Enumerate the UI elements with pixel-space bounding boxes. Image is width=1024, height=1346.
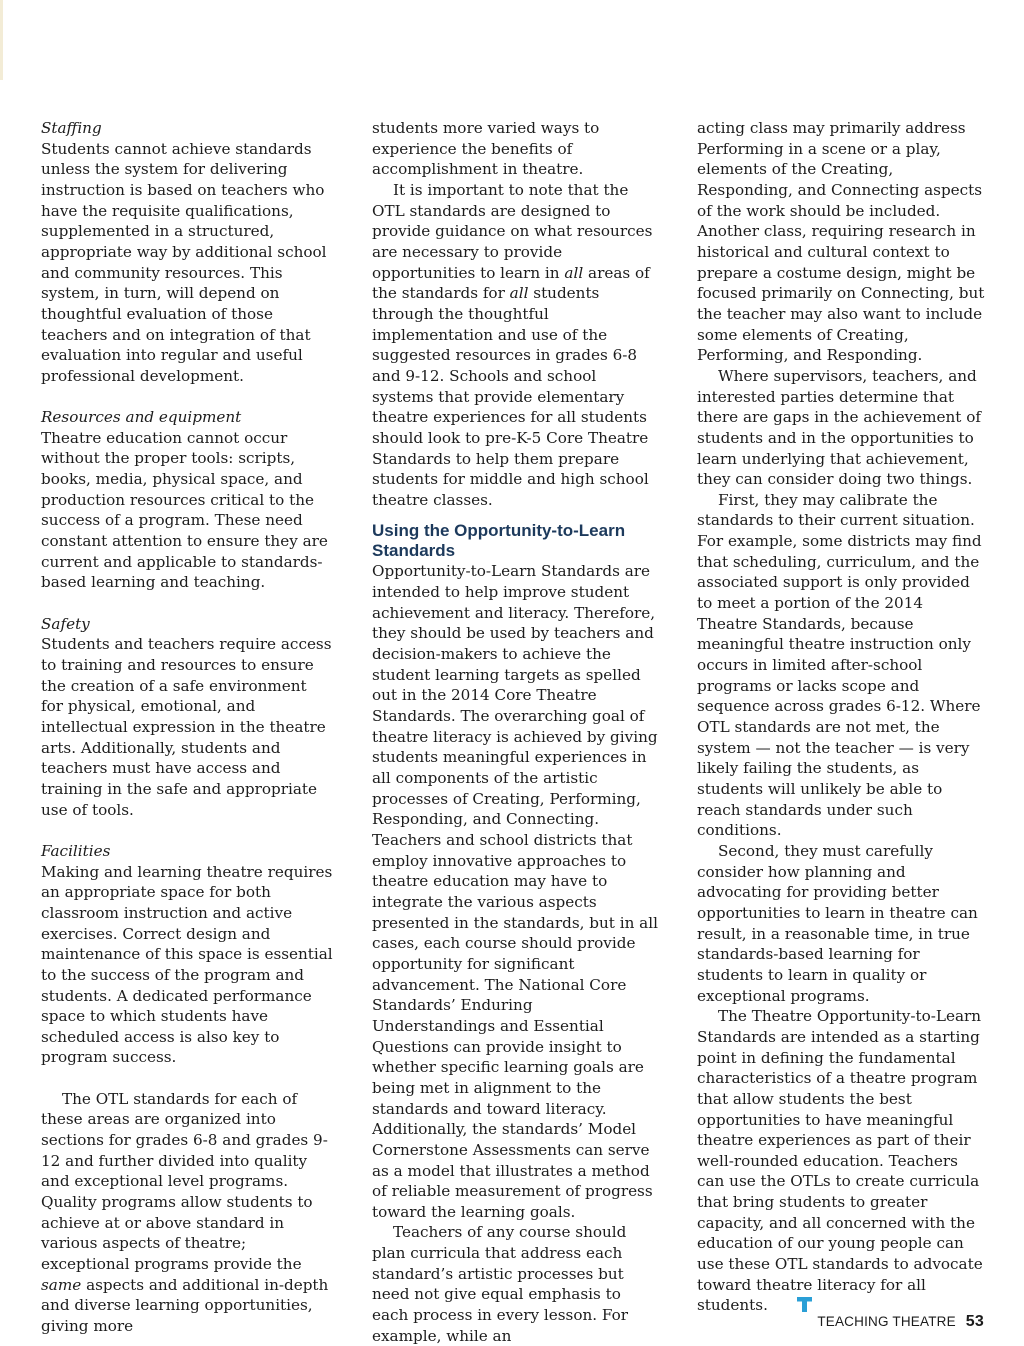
staffing-text: Students cannot achieve standards unless the system for delivering instruction is based on teachers who have the requisite qualifications, supplemented in a structured, appropriate way by additional school and community resources. This system, in turn, will depend on thoughtful evaluation of those teachers and on integration of that evaluation into regular and useful professional development.	[41, 139, 327, 385]
publication-name: TEACHING THEATRE	[817, 1314, 956, 1329]
otl-structure-paragraph: The OTL standards for each of these areas are organized into sections for grades 6-8 and grades 9-12 and further divided into quality and exceptional level programs. Quality programs allow students to achieve at or above standard in various aspects of theatre; exceptional programs provide the same aspects and additional in-depth and diverse learning opportunities, giving more	[41, 1089, 329, 1335]
teachers-paragraph: Teachers of any course should plan curricula that address each standard’s artistic processes but need not give equal emphasis to each process in every lesson. For example, while an	[372, 1223, 629, 1345]
column-left	[41, 118, 333, 1337]
column-middle	[372, 118, 659, 1346]
column-right	[697, 118, 987, 1316]
continued-paragraph: students more varied ways to experience the benefits of accomplishment in theatre.	[372, 119, 600, 179]
continued-paragraph-right: acting class may primarily address Performing in a scene or a play, elements of the Creating, Responding, and Connecting aspects of the work should be included. Another class, requiring research in historical and cultural context to prepare a costume design, might be focused primarily on Connecting, but the teacher may also want to include some elements of Creating, Performing, and Responding.	[697, 119, 985, 365]
final-paragraph: The Theatre Opportunity-to-Learn Standards are intended as a starting point in defining the fundamental characteristics of a theatre program that allow students the best opportunities to have meaningful theatre experiences as part of their well-rounded education. Teachers can use the OTLs to create curricula that bring students to greater capacity, and all concerned with the education of our young people can use these OTL standards to advocate toward theatre literacy for all students.	[697, 1007, 983, 1315]
facilities-text: Making and learning theatre requires an appropriate space for both classroom instruction and active exercises. Correct design and maintenance of this space is essential to the success of the program and students. A dedicated performance space to which students have scheduled access is also key to program success.	[41, 862, 333, 1067]
page-edge-tint	[0, 0, 3, 80]
resources-heading: Resources and equipment	[41, 408, 242, 427]
important-paragraph: It is important to note that the OTL standards are designed to provide guidance on what resources are necessary to provide opportunities to learn in all areas of the standards for all students through the thoughtful implementation and use of the suggested resources in grades 6-8 and 9-12. Schools and school systems that provide elementary theatre experiences for all students should look to pre-K-5 Core Theatre Standards to help them prepare students for middle and high school theatre classes.	[372, 180, 653, 509]
page-footer	[817, 1313, 984, 1331]
first-paragraph: First, they may calibrate the standards to their current situation. For example, some districts may find that scheduling, curriculum, and the associated support is only provided to meet a portion of the 2014 Theatre Standards, because meaningful theatre instruction only occurs in limited after-school programs or lacks scope and sequence across grades 6-12. Where OTL standards are not met, the system — not the teacher — is very likely failing the students, as students will unlikely be able to reach standards under such conditions.	[697, 490, 982, 840]
resources-text: Theatre education cannot occur without the proper tools: scripts, books, media, physical space, and production resources critical to the success of a program. These need constant attention to ensure they are current and applicable to standards-based learning and teaching.	[41, 428, 328, 592]
page-number: 53	[965, 1313, 984, 1330]
otl-intro-paragraph: Opportunity-to-Learn Standards are intended to help improve student achievement and literacy. Therefore, they should be used by teachers and decision-makers to achieve the student learning targets as spelled out in the 2014 Core Theatre Standards. The overarching goal of theatre literacy is achieved by giving students meaningful experiences in all components of the artistic processes of Creating, Performing, Responding, and Connecting. Teachers and school districts that employ innovative approaches to theatre education may have to integrate the various aspects presented in the standards, but in all cases, each course should provide opportunity for significant advancement. The National Core Standards’ Enduring Understandings and Essential Questions can provide insight to whether specific learning goals are being met in alignment to the standards and toward literacy. Additionally, the standards’ Model Cornerstone Assessments can serve as a model that illustrates a method of reliable measurement of progress toward the learning goals.	[372, 562, 658, 1221]
end-of-article-icon	[776, 1297, 791, 1312]
safety-heading: Safety	[41, 614, 90, 633]
staffing-heading: Staffing	[41, 119, 102, 137]
where-paragraph: Where supervisors, teachers, and interested parties determine that there are gaps in the achievement of students and in the opportunities to learn underlying that achievement, they can consider doing two things.	[697, 366, 981, 489]
facilities-heading: Facilities	[41, 841, 111, 860]
second-paragraph: Second, they must carefully consider how planning and advocating for providing better opportunities to learn in theatre can result, in a reasonable time, in true standards-based learning for students to learn in quality or exceptional programs.	[697, 841, 978, 1005]
safety-text: Students and teachers require access to training and resources to ensure the creation of a safe environment for physical, emotional, and intellectual expression in the theatre arts. Additionally, students and teachers must have access and training in the safe and appropriate use of tools.	[41, 635, 332, 819]
section-heading: Using the Opportunity-to-Learn Standards	[372, 521, 626, 561]
